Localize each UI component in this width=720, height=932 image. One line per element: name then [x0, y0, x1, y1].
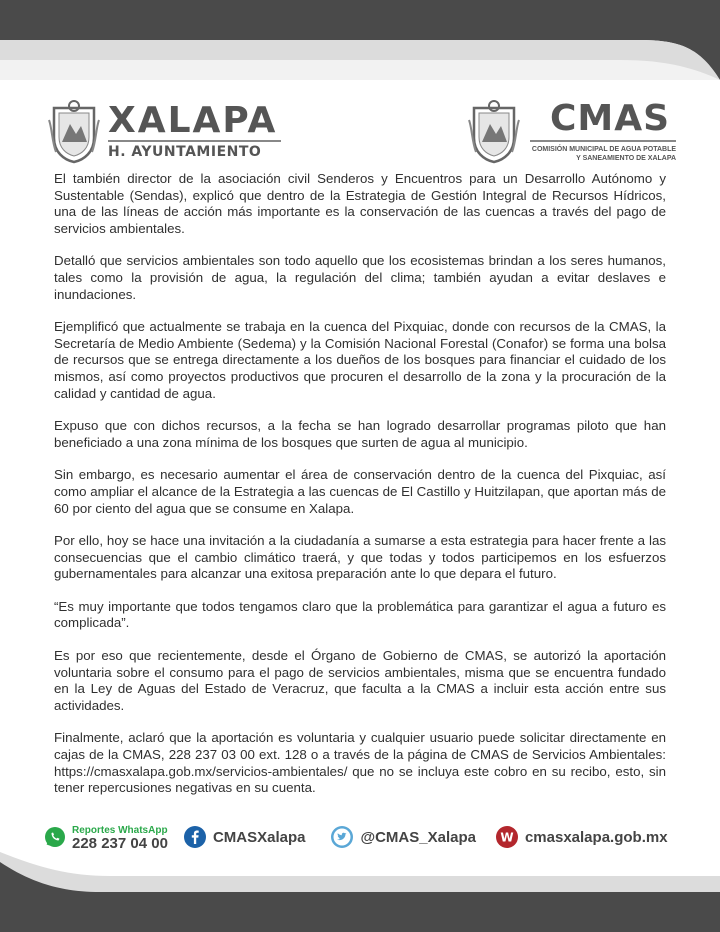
cmas-crest-icon: [466, 98, 522, 164]
paragraph: Es por eso que recientemente, desde el Órgano de Gobierno de CMAS, se autorizó la aportación voluntaria sobre el consumo para el pago de servicios ambientales, misma que se encuentra fundado en la Ley de Aguas del Estado de Veracruz, que faculta a la CMAS a incluir esta acción entre sus actividades.: [54, 648, 666, 713]
whatsapp-number: 228 237 04 00: [72, 835, 168, 852]
whatsapp-contact[interactable]: [44, 824, 168, 850]
paragraph: Sin embargo, es necesario aumentar el área de conservación dentro de la cuenca del Pixquiac, así como ampliar el alcance de la Estrategia a las cuencas de El Castillo y Huitzilapan, que aportan más de 60 por ciento del agua que se consume en Xalapa.: [54, 467, 666, 516]
top-decorative-band: [0, 0, 720, 80]
xalapa-crest-icon: [46, 98, 102, 164]
website-icon: [496, 826, 518, 848]
paragraph: El también director de la asociación civil Senderos y Encuentros para un Desarrollo Autónomo y Sustentable (Sendas), explicó que dentro de la Estrategia de Gestión Integral de Recursos Hídricos, una de las líneas de acción más importante es la conservación de las cuencas a través del pago de servicios ambientales.: [54, 171, 666, 236]
facebook-handle: CMASXalapa: [212, 828, 306, 846]
facebook-link[interactable]: [184, 826, 306, 848]
cmas-title: CMAS: [530, 100, 676, 142]
contact-footer: [44, 820, 684, 854]
whatsapp-label: Reportes WhatsApp: [72, 825, 168, 836]
xalapa-logo: [46, 96, 281, 166]
paragraph: Expuso que con dichos recursos, a la fecha se han logrado desarrollar programas piloto que han beneficiado a una zona mínima de los bosques que surten de agua al municipio.: [54, 418, 666, 450]
paragraph: “Es muy importante que todos tengamos claro que la problemática para garantizar el agua a futuro es complicada”.: [54, 598, 666, 631]
paragraph: Finalmente, aclaró que la aportación es voluntaria y cualquier usuario puede solicitar directamente en cajas de la CMAS, 228 237 03 00 ext. 128 o a través de la página de CMAS de Servicios Ambientales: https://cmasxalapa.gob.mx/servicios-ambientales/ que no se incluya este cobro en su recibo, esto, sin tener repercusiones negativas en su cuenta.: [54, 730, 666, 796]
top-band-lighter: [0, 60, 720, 80]
facebook-icon: [184, 826, 206, 848]
website-url: cmasxalapa.gob.mx: [524, 828, 668, 846]
svg-text:W: W: [500, 830, 514, 845]
xalapa-title: XALAPA: [108, 102, 281, 142]
cmas-subtitle-line2: Y SANEAMIENTO DE XALAPA: [576, 154, 677, 162]
whatsapp-icon: [44, 826, 66, 848]
twitter-handle: @CMAS_Xalapa: [360, 828, 476, 846]
twitter-link[interactable]: [331, 826, 476, 848]
xalapa-subtitle: H. AYUNTAMIENTO: [108, 144, 262, 160]
press-release-body: [54, 171, 666, 813]
paragraph: Por ello, hoy se hace una invitación a la ciudadanía a sumarse a esta estrategia para hacer frente a las consecuencias que el cambio climático traerá, y que todas y todos participemos en los esfuerzos gubernamentales para alcanzar una exitosa preparación ante lo que depara el futuro.: [54, 533, 666, 582]
cmas-subtitle: [530, 145, 676, 163]
paragraph: Detalló que servicios ambientales son todo aquello que los ecosistemas brindan a los seres humanos, tales como la provisión de agua, la regulación del clima; también ayudan a evitar deslaves e inundaciones.: [54, 253, 666, 302]
cmas-logo: [466, 96, 676, 166]
bottom-decorative-band: [0, 852, 720, 932]
paragraph: Ejemplificó que actualmente se trabaja en la cuenca del Pixquiac, donde con recursos de la CMAS, la Secretaría de Medio Ambiente (Sedema) y la Comisión Nacional Forestal (Conafor) se forma una bolsa de recursos que se entrega directamente a los dueños de los bosques para financiar el cuidado de los mismos, así como proyectos productivos que procuren el desarrollo de la zona y la procuración de la calidad y cantidad de agua.: [54, 319, 666, 401]
twitter-icon: [331, 826, 353, 848]
cmas-subtitle-line1: COMISIÓN MUNICIPAL DE AGUA POTABLE: [531, 145, 677, 153]
website-link[interactable]: [496, 826, 668, 848]
bottom-band-dark: [0, 862, 720, 932]
